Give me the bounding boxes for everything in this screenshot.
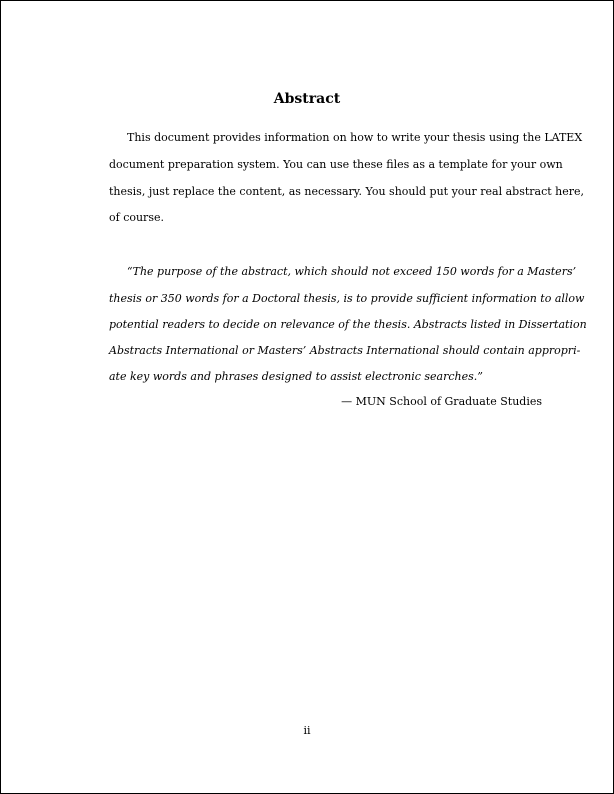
abstract-title: Abstract [273,91,341,107]
page-number: ii [303,724,311,737]
quote-line-2: thesis or 350 words for a Doctoral thesis, is to provide sufficient information to allow [109,292,585,305]
abstract-line-4: of course. [109,211,164,224]
quote-line-4: Abstracts International or Masters’ Abstracts International should contain appropri- [109,344,581,357]
abstract-line-2: document preparation system. You can use these files as a template for your own [109,158,563,171]
abstract-line-1: This document provides information on how to write your thesis using the LATEX [127,131,583,144]
quote-line-3: potential readers to decide on relevance of the thesis. Abstracts listed in Dissertation [109,318,587,331]
quote-line-1: “The purpose of the abstract, which should not exceed 150 words for a Masters’ [127,265,577,278]
quote-line-5: ate key words and phrases designed to assist electronic searches.” [109,370,483,383]
quote-attribution: — MUN School of Graduate Studies [341,395,542,408]
abstract-line-3: thesis, just replace the content, as necessary. You should put your real abstract here, [109,185,585,198]
